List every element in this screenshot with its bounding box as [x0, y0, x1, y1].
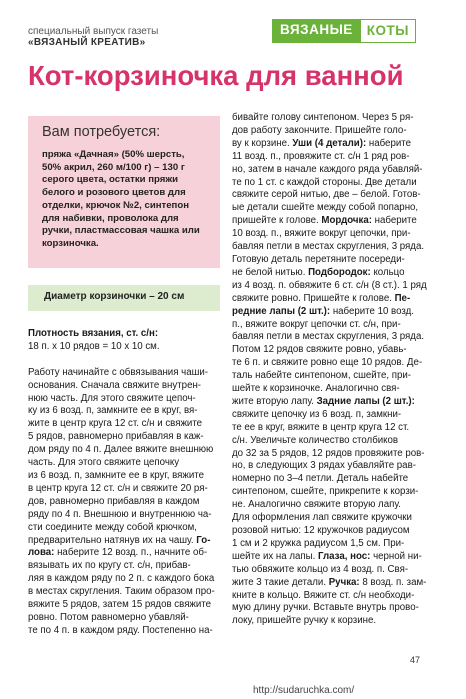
left-column-line: часть. Для этого свяжите цепочку [28, 457, 180, 469]
left-column-line: сти соедините между собой крючком, [28, 521, 197, 533]
right-column-line: шейте к корзиночке. Аналогично свя- [232, 383, 400, 395]
right-column-line: бавляя петли в местах скругления, 3 ряда. [232, 241, 425, 253]
right-column-line: розовой нитью: 12 кружочков радиусом [232, 525, 410, 536]
right-column-line: номерно по 3–4 петли. Деталь набейте [232, 473, 409, 485]
right-column-line: жите 3 такие детали. Ручка: 8 возд. п. зам- [232, 576, 427, 588]
diameter-text: Диаметр корзиночки – 20 см [44, 291, 185, 302]
section-tag-part1: ВЯЗАНЫЕ [272, 19, 361, 43]
right-column-line: ые детали сшейте между собой попарно, [232, 202, 419, 214]
section-tag-part2: КОТЫ [361, 19, 416, 43]
right-column-line: те по 1 ст. с каждой стороны. Две детали [232, 176, 417, 188]
materials-line: белого и розового цветов для [42, 187, 186, 199]
left-column-line: в центр круга 12 ст. с/н и свяжите 20 ря- [28, 482, 208, 494]
right-column-line: Потом 12 рядов свяжите ровно, убавь- [232, 344, 407, 356]
right-column-line: дов работу закончите. Пришейте голо- [232, 124, 407, 136]
left-text-column [28, 328, 215, 638]
left-column-line: 18 п. х 10 рядов = 10 х 10 см. [28, 340, 160, 352]
left-column-line: Плотность вязания, ст. с/н: [28, 328, 159, 339]
right-column-line: те 6 п. и свяжите ровно еще 10 рядов. Де- [232, 357, 423, 369]
right-column-line: свяжите цепочку из 6 возд. п, замкни- [232, 408, 402, 420]
left-column-line: дом ряду по 4 п. Далее вяжите внешнюю [28, 444, 214, 456]
right-column-line: локу, пришейте ручку к корзине. [232, 615, 377, 627]
left-column-line: в местах скругления. Таким образом про- [28, 586, 215, 598]
left-column-line: из 6 возд. п, замкните ее в круг, вяжите [28, 469, 205, 481]
right-column-line: свяжите серой нитью, две – белой. Готов- [232, 189, 421, 201]
left-column-line: основания. Сначала свяжите внутрен- [28, 379, 202, 391]
materials-line: пряжа «Дачная» (50% шерсть, [42, 149, 185, 160]
right-column-line: из 4 возд. п. обвяжите 6 ст. с/н (8 ст.). 1 ряд [232, 279, 427, 291]
right-column-line: до 32 за 5 рядов, 12 рядов провяжите ров- [232, 447, 425, 459]
right-column-line: не. Аналогично свяжите вторую лапу. [232, 499, 401, 511]
left-column-line: те по 4 п. в каждом ряду. Постепенно на- [28, 624, 213, 636]
left-column-line: ляя в каждом ряду по 2 п. с каждого бока [28, 573, 215, 585]
right-text-column [232, 112, 427, 628]
materials-line: ручки, пластмассовая чашка или [42, 225, 200, 237]
materials-line: 50% акрил, 260 м/100 г) – 130 г [42, 161, 185, 173]
right-column-line: с/н. Увеличьте количество столбиков [232, 434, 399, 446]
materials-line: корзиночка. [42, 237, 99, 249]
materials-line: отделки, крючок №2, синтепон [42, 199, 190, 211]
right-column-line: 10 возд. п., вяжите вокруг цепочки, при- [232, 228, 411, 240]
right-column-line: ву к корзине. Уши (4 детали): наберите [232, 137, 411, 149]
right-column-line: таль набейте синтепоном, сшейте, при- [232, 370, 412, 382]
materials-list [42, 149, 214, 251]
left-column-line: нюю часть. Для этого свяжите цепоч- [28, 392, 196, 404]
right-column-line: Готовую деталь перетяните посереди- [232, 253, 405, 265]
left-column-line: дов, равномерно прибавляя в каждом [28, 495, 200, 507]
right-column-line: бивайте голову синтепоном. Через 5 ря- [232, 112, 414, 123]
publication-label: специальный выпуск газеты [28, 26, 159, 37]
left-column-line: лова: наберите 12 возд. п., начните об- [28, 547, 208, 559]
section-tag [272, 19, 416, 43]
right-column-line: свяжите ровно. Пришейте к голове. Пе- [232, 292, 411, 304]
right-column-line: редние лапы (2 шт.): наберите 10 возд. [232, 305, 414, 317]
left-column-line: 5 рядов, равномерно прибавляя в каж- [28, 431, 204, 443]
left-column-line: ку из 6 возд. п, замкните ее в круг, вя- [28, 405, 198, 417]
newspaper-name: «ВЯЗАНЫЙ КРЕАТИВ» [28, 37, 146, 48]
left-column-line: вяжите 5 рядов, затем 15 рядов свяжите [28, 599, 212, 611]
materials-heading: Вам потребуется: [42, 124, 161, 140]
left-column-line: жите в центр круга 12 ст. с/н и свяжите [28, 418, 203, 430]
right-column-line: 11 возд. п., провяжите ст. с/н 1 ряд ров- [232, 150, 410, 162]
left-column-line: Работу начинайте с обвязывания чаши- [28, 366, 208, 378]
source-url: http://sudaruchka.com/ [253, 685, 355, 696]
right-column-line: кните в кольцо. Вяжите ст. с/н необходи- [232, 589, 415, 601]
right-column-line: тью обвяжите кольцо из 4 возд. п. Свя- [232, 563, 409, 575]
article-title: Кот-корзиночка для ванной [28, 60, 404, 91]
left-column-line [28, 354, 215, 367]
left-column-line: предварительно натянув их на чашу. Го- [28, 534, 211, 546]
right-column-line: синтепоном, сшейте, прикрепите к корзи- [232, 486, 419, 498]
right-column-line: но, затем в начале каждого ряда убавляй- [232, 163, 423, 175]
right-column-line: п., вяжите вокруг цепочки ст. с/н, при- [232, 318, 401, 330]
right-column-line: мую длину ручки. Вставьте внутрь прово- [232, 602, 419, 614]
materials-line: серого цвета, остатки пряжи [42, 174, 179, 186]
materials-line: для набивки, проволока для [42, 212, 179, 224]
left-column-line: ряду по 4 п. Внешнюю и внутреннюю ча- [28, 508, 212, 520]
right-column-line: не белой нитью. Подбородок: кольцо [232, 266, 405, 278]
left-column-line: вязывать их по кругу ст. с/н, прибав- [28, 560, 191, 572]
right-column-line: но, в следующих 3 рядах убавляйте рав- [232, 460, 416, 472]
page-number: 47 [410, 655, 421, 665]
right-column-line: те ее в круг, вяжите в центр круга 12 ст. [232, 421, 410, 433]
right-column-line: пришейте к голове. Мордочка: наберите [232, 215, 417, 227]
right-column-line: Для оформления лап свяжите кружочки [232, 512, 412, 524]
right-column-line: 1 см и 2 кружка радиусом 1,5 см. При- [232, 537, 405, 549]
right-column-line: шейте их на лапы. Глаза, нос: черной ни- [232, 550, 422, 562]
left-column-line: ровно. Потом равномерно убавляй- [28, 611, 189, 623]
right-column-line: бавляя петли в местах скругления, 3 ряда. [232, 331, 425, 343]
right-column-line: жите вторую лапу. Задние лапы (2 шт.): [232, 395, 415, 407]
